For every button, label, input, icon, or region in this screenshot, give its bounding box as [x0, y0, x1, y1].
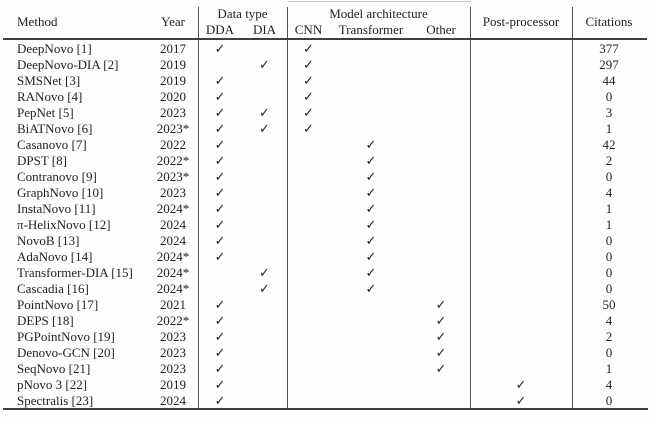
table-row [4, 281, 646, 297]
year-cell: 2023 [160, 345, 186, 360]
post-processor-check-cell [470, 361, 572, 377]
year-cell: 2024* [156, 249, 190, 264]
dia-check-cell: ✓ [259, 281, 270, 296]
table-header [4, 6, 646, 38]
table-row [4, 217, 646, 233]
method-cell: AdaNovo [14] [17, 249, 93, 264]
dia-check-cell [242, 137, 287, 153]
citations-cell: 2 [605, 329, 613, 344]
other-check-cell: ✓ [435, 313, 447, 328]
year-cell: 2023* [156, 121, 190, 136]
table-row [4, 121, 646, 137]
post-processor-check-cell [470, 297, 572, 313]
dda-check-cell: ✓ [214, 297, 226, 312]
method-cell: SeqNovo [21] [17, 361, 91, 376]
post-processor-check-cell [470, 329, 572, 345]
citations-cell: 0 [605, 89, 613, 104]
year-cell: 2023* [156, 169, 190, 184]
post-processor-check-cell [470, 249, 572, 265]
post-processor-check-cell [470, 105, 572, 121]
cnn-check-cell [287, 313, 330, 329]
cnn-check-cell [287, 217, 330, 233]
dda-check-cell: ✓ [214, 329, 226, 344]
dia-check-cell [242, 185, 287, 201]
dia-check-cell [242, 345, 287, 361]
table-row [4, 393, 646, 409]
method-cell: InstaNovo [11] [17, 201, 96, 216]
post-processor-check-cell [470, 281, 572, 297]
method-cell: RANovo [4] [17, 89, 83, 104]
dia-check-cell [242, 249, 287, 265]
dia-check-cell [242, 41, 287, 57]
transformer-check-cell: ✓ [365, 185, 377, 200]
cnn-check-cell: ✓ [303, 57, 314, 72]
citations-cell: 0 [605, 265, 613, 280]
header-dda: DDA [205, 22, 235, 37]
citations-cell: 4 [605, 377, 613, 392]
method-cell: PGPointNovo [19] [17, 329, 115, 344]
method-cell: DeepNovo-DIA [2] [17, 57, 119, 72]
table-row [4, 41, 646, 57]
citations-cell: 50 [602, 297, 616, 312]
dda-check-cell: ✓ [214, 217, 226, 232]
post-processor-check-cell: ✓ [515, 393, 527, 408]
top-partial-rule [288, 1, 471, 2]
dda-check-cell: ✓ [214, 249, 226, 264]
cnn-check-cell [287, 153, 330, 169]
transformer-check-cell: ✓ [365, 201, 377, 216]
method-cell: DEPS [18] [17, 313, 74, 328]
year-cell: 2024 [160, 217, 186, 232]
other-check-cell [412, 169, 470, 185]
table-row [4, 377, 646, 393]
transformer-check-cell [330, 89, 412, 105]
method-cell: pNovo 3 [22] [17, 377, 88, 392]
post-processor-check-cell [470, 233, 572, 249]
other-check-cell [412, 153, 470, 169]
dda-check-cell [198, 57, 242, 73]
year-cell: 2024* [156, 265, 190, 280]
cnn-check-cell [287, 265, 330, 281]
method-cell: Spectralis [23] [17, 393, 94, 408]
header-method: Method [17, 14, 58, 29]
method-cell: Cascadia [16] [17, 281, 89, 296]
citations-cell: 0 [605, 169, 613, 184]
cnn-check-cell [287, 201, 330, 217]
cnn-check-cell: ✓ [303, 105, 314, 120]
other-check-cell: ✓ [435, 297, 447, 312]
dda-check-cell: ✓ [214, 41, 226, 56]
other-check-cell [412, 393, 470, 409]
header-citations: Citations [585, 14, 633, 29]
dia-check-cell [242, 297, 287, 313]
dia-check-cell [242, 169, 287, 185]
table-row [4, 297, 646, 313]
citations-cell: 297 [599, 57, 619, 72]
dda-check-cell: ✓ [214, 201, 226, 216]
table-row [4, 137, 646, 153]
other-check-cell [412, 377, 470, 393]
other-check-cell [412, 217, 470, 233]
dda-check-cell: ✓ [214, 185, 226, 200]
dia-check-cell [242, 329, 287, 345]
dia-check-cell: ✓ [259, 265, 270, 280]
cnn-check-cell [287, 249, 330, 265]
table-row [4, 345, 646, 361]
cnn-check-cell [287, 361, 330, 377]
cnn-check-cell: ✓ [303, 121, 314, 136]
year-cell: 2019 [160, 73, 186, 88]
header-transformer: Transformer [338, 22, 404, 37]
post-processor-check-cell [470, 153, 572, 169]
dia-check-cell [242, 393, 287, 409]
dda-check-cell: ✓ [214, 137, 226, 152]
year-cell: 2020 [160, 89, 186, 104]
method-cell: Casanovo [7] [17, 137, 87, 152]
dia-check-cell [242, 89, 287, 105]
dia-check-cell [242, 361, 287, 377]
table-row [4, 153, 646, 169]
year-cell: 2024 [160, 233, 186, 248]
post-processor-check-cell [470, 137, 572, 153]
citations-cell: 44 [602, 73, 616, 88]
cnn-check-cell [287, 329, 330, 345]
dda-check-cell: ✓ [214, 73, 226, 88]
transformer-check-cell [330, 41, 412, 57]
other-check-cell [412, 185, 470, 201]
method-cell: Contranovo [9] [17, 169, 97, 184]
dda-check-cell [198, 265, 242, 281]
year-cell: 2023 [160, 329, 186, 344]
post-processor-check-cell [470, 121, 572, 137]
header-dia: DIA [252, 22, 277, 37]
transformer-check-cell [330, 73, 412, 89]
post-processor-check-cell [470, 57, 572, 73]
table-row [4, 329, 646, 345]
post-processor-check-cell: ✓ [515, 377, 527, 392]
method-cell: DPST [8] [17, 153, 67, 168]
dda-check-cell: ✓ [214, 377, 226, 392]
cnn-check-cell [287, 281, 330, 297]
cnn-check-cell: ✓ [303, 73, 314, 88]
table-row [4, 89, 646, 105]
header-group-data-type [198, 6, 287, 38]
post-processor-check-cell [470, 89, 572, 105]
dia-check-cell [242, 377, 287, 393]
post-processor-check-cell [470, 217, 572, 233]
other-check-cell [412, 249, 470, 265]
dda-check-cell: ✓ [214, 169, 226, 184]
transformer-check-cell [330, 377, 412, 393]
citations-cell: 1 [605, 361, 613, 376]
post-processor-check-cell [470, 73, 572, 89]
dia-check-cell [242, 73, 287, 89]
transformer-check-cell [330, 297, 412, 313]
citations-cell: 377 [599, 41, 619, 56]
other-check-cell [412, 265, 470, 281]
year-cell: 2024* [156, 281, 190, 296]
transformer-check-cell: ✓ [365, 233, 377, 248]
transformer-check-cell: ✓ [365, 217, 377, 232]
year-cell: 2023 [160, 361, 186, 376]
citations-cell: 0 [605, 233, 613, 248]
year-cell: 2024 [160, 393, 186, 408]
year-cell: 2021 [160, 297, 186, 312]
dda-check-cell: ✓ [214, 233, 226, 248]
citations-cell: 1 [605, 201, 613, 216]
cnn-check-cell [287, 345, 330, 361]
citations-cell: 4 [605, 313, 613, 328]
other-check-cell [412, 41, 470, 57]
header-cnn: CNN [294, 22, 323, 37]
other-check-cell: ✓ [435, 329, 447, 344]
transformer-check-cell [330, 105, 412, 121]
post-processor-check-cell [470, 345, 572, 361]
post-processor-check-cell [470, 169, 572, 185]
dia-check-cell: ✓ [259, 105, 270, 120]
transformer-check-cell [330, 393, 412, 409]
dda-check-cell: ✓ [214, 105, 226, 120]
method-cell: PointNovo [17] [17, 297, 99, 312]
dia-check-cell [242, 153, 287, 169]
other-check-cell [412, 201, 470, 217]
method-cell: NovoB [13] [17, 233, 80, 248]
table-row [4, 105, 646, 121]
cnn-check-cell [287, 297, 330, 313]
other-check-cell [412, 233, 470, 249]
header-group-model-architecture [287, 6, 470, 38]
post-processor-check-cell [470, 185, 572, 201]
dia-check-cell [242, 217, 287, 233]
transformer-check-cell: ✓ [365, 137, 377, 152]
table-row [4, 57, 646, 73]
other-check-cell: ✓ [435, 361, 447, 376]
citations-cell: 1 [605, 121, 613, 136]
year-cell: 2023 [160, 105, 186, 120]
transformer-check-cell [330, 345, 412, 361]
method-cell: Denovo-GCN [20] [17, 345, 115, 360]
table-row [4, 201, 646, 217]
header-post-processor: Post-processor [482, 14, 560, 29]
method-cell: PepNet [5] [17, 105, 74, 120]
dda-check-cell: ✓ [214, 153, 226, 168]
year-cell: 2022* [156, 313, 190, 328]
table-row [4, 73, 646, 89]
methods-comparison-table [4, 6, 646, 409]
citations-cell: 0 [605, 393, 613, 408]
dia-check-cell [242, 313, 287, 329]
method-cell: SMSNet [3] [17, 73, 81, 88]
post-processor-check-cell [470, 41, 572, 57]
transformer-check-cell: ✓ [365, 249, 377, 264]
transformer-check-cell [330, 121, 412, 137]
header-other: Other [426, 22, 456, 37]
cnn-check-cell [287, 393, 330, 409]
dda-check-cell: ✓ [214, 313, 226, 328]
other-check-cell: ✓ [435, 345, 447, 360]
cnn-check-cell [287, 233, 330, 249]
citations-cell: 0 [605, 345, 613, 360]
citations-cell: 42 [602, 137, 616, 152]
other-check-cell [412, 281, 470, 297]
cnn-check-cell: ✓ [303, 89, 314, 104]
cnn-check-cell [287, 377, 330, 393]
transformer-check-cell: ✓ [365, 153, 377, 168]
method-cell: DeepNovo [1] [17, 41, 92, 56]
method-cell: BiATNovo [6] [17, 121, 93, 136]
table-row [4, 265, 646, 281]
transformer-check-cell: ✓ [365, 281, 377, 296]
citations-cell: 4 [605, 185, 613, 200]
dda-check-cell: ✓ [214, 393, 226, 408]
dia-check-cell: ✓ [259, 121, 270, 136]
dda-check-cell [198, 281, 242, 297]
cnn-check-cell [287, 185, 330, 201]
table-row [4, 233, 646, 249]
method-cell: GraphNovo [10] [17, 185, 104, 200]
table-row [4, 185, 646, 201]
header-year: Year [161, 14, 185, 29]
dia-check-cell: ✓ [259, 57, 270, 72]
method-cell: π-HelixNovo [12] [17, 217, 111, 232]
table-row [4, 313, 646, 329]
post-processor-check-cell [470, 313, 572, 329]
transformer-check-cell [330, 329, 412, 345]
post-processor-check-cell [470, 265, 572, 281]
year-cell: 2019 [160, 57, 186, 72]
year-cell: 2017 [160, 41, 186, 56]
post-processor-check-cell [470, 201, 572, 217]
cnn-check-cell: ✓ [303, 41, 314, 56]
year-cell: 2022 [160, 137, 186, 152]
header-model-architecture: Model architecture [329, 6, 428, 21]
header-data-type: Data type [217, 6, 268, 21]
citations-cell: 3 [605, 105, 613, 120]
table-body [4, 41, 646, 409]
year-cell: 2024* [156, 201, 190, 216]
dia-check-cell [242, 201, 287, 217]
citations-cell: 0 [605, 249, 613, 264]
transformer-check-cell [330, 313, 412, 329]
dda-check-cell: ✓ [214, 89, 226, 104]
dda-check-cell: ✓ [214, 345, 226, 360]
other-check-cell [412, 73, 470, 89]
cnn-check-cell [287, 137, 330, 153]
citations-cell: 1 [605, 217, 613, 232]
other-check-cell [412, 89, 470, 105]
dda-check-cell: ✓ [214, 361, 226, 376]
year-cell: 2019 [160, 377, 186, 392]
transformer-check-cell [330, 361, 412, 377]
other-check-cell [412, 137, 470, 153]
transformer-check-cell: ✓ [365, 169, 377, 184]
other-check-cell [412, 121, 470, 137]
method-cell: Transformer-DIA [15] [17, 265, 133, 280]
citations-cell: 0 [605, 281, 613, 296]
year-cell: 2023 [160, 185, 186, 200]
year-cell: 2022* [156, 153, 190, 168]
table-row [4, 249, 646, 265]
transformer-check-cell: ✓ [365, 265, 377, 280]
dia-check-cell [242, 233, 287, 249]
dda-check-cell: ✓ [214, 121, 226, 136]
other-check-cell [412, 105, 470, 121]
other-check-cell [412, 57, 470, 73]
cnn-check-cell [287, 169, 330, 185]
table-row [4, 169, 646, 185]
transformer-check-cell [330, 57, 412, 73]
table-row [4, 361, 646, 377]
citations-cell: 2 [605, 153, 613, 168]
